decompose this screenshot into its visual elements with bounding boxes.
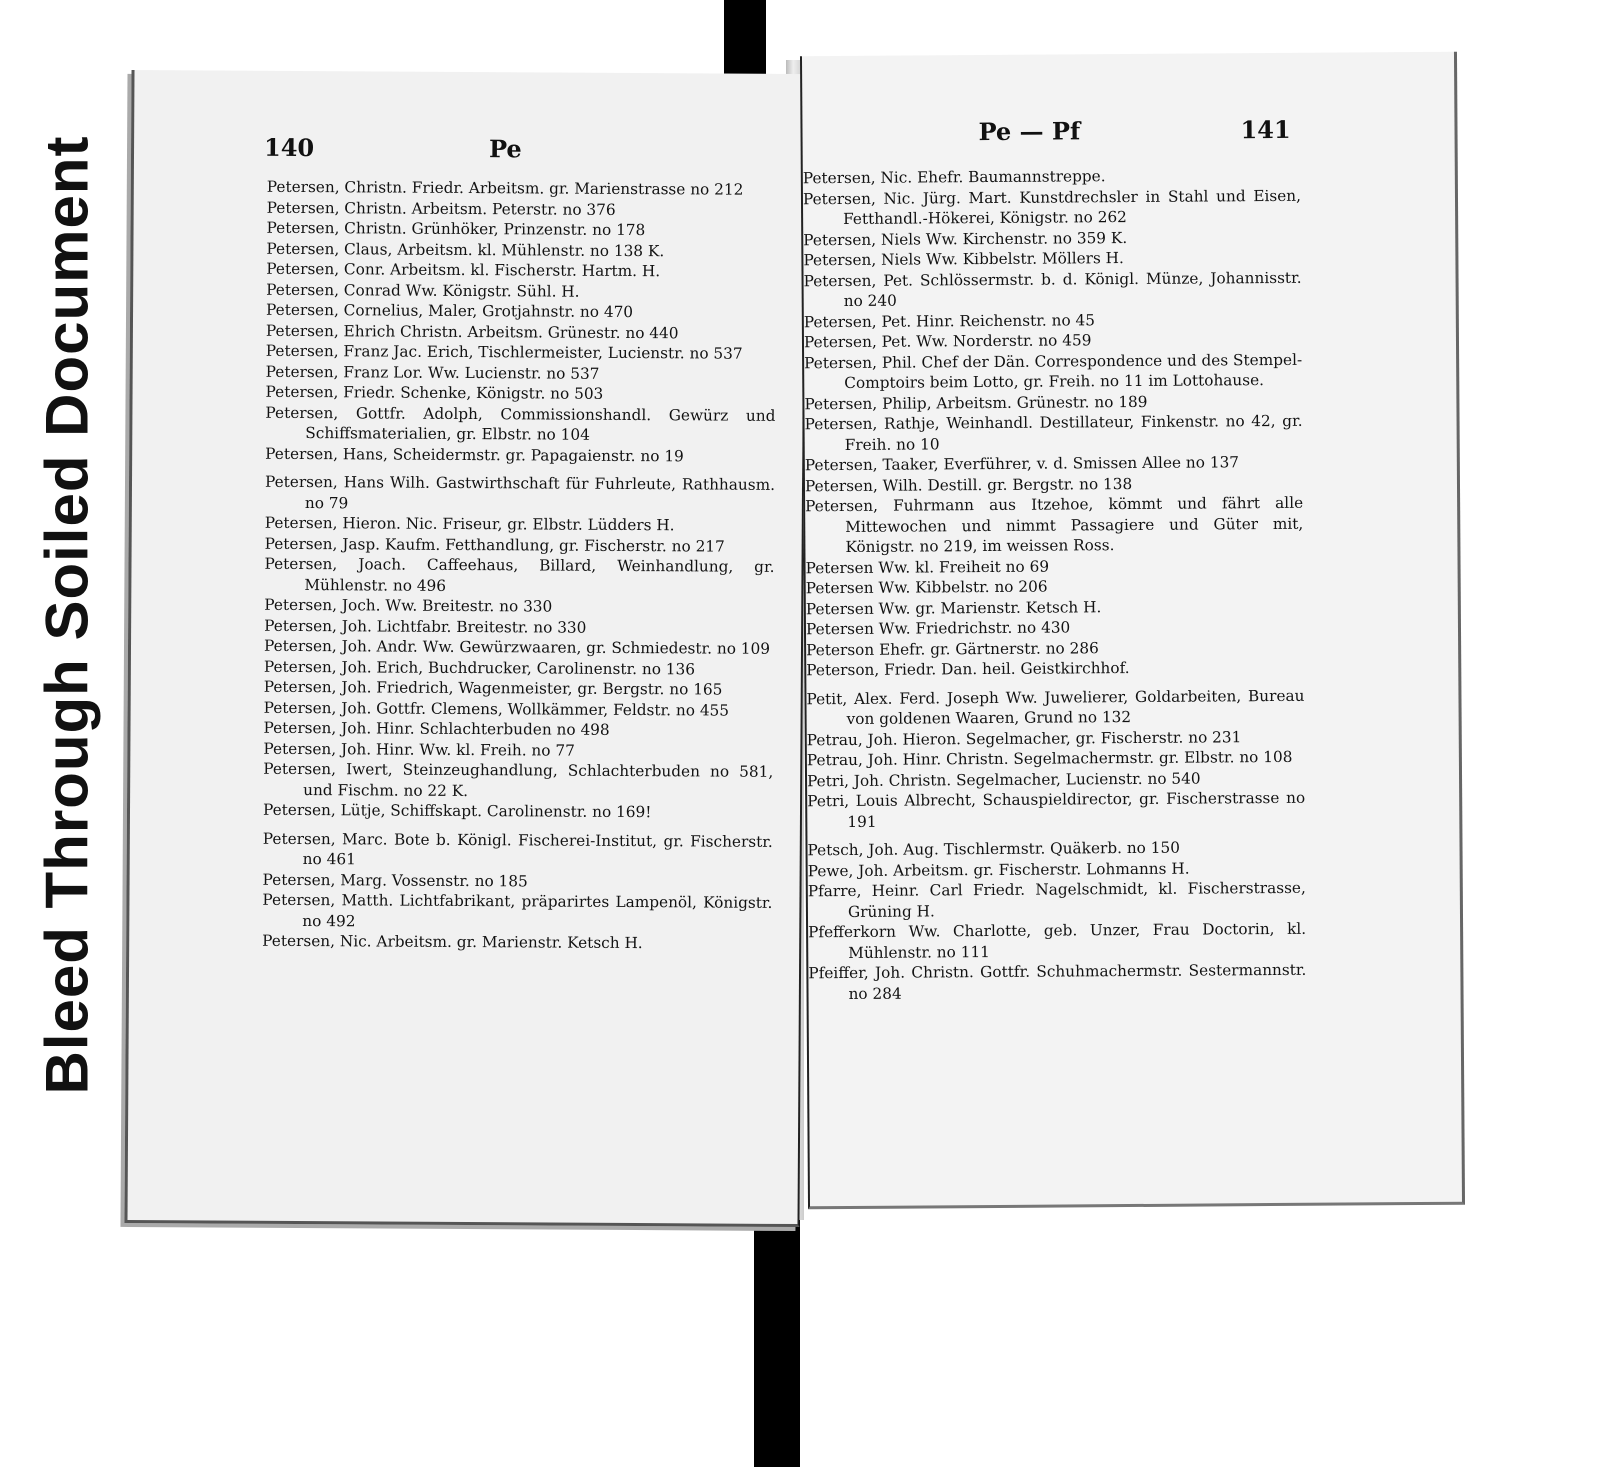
directory-entry: Petersen, Franz Jac. Erich, Tischlermeister, Lucienstr. no 537	[265, 341, 743, 363]
directory-entry: Petersen, Taaker, Everführer, v. d. Smissen Allee no 137	[804, 453, 1240, 475]
directory-entry: Petersen Ww. Friedrichstr. no 430	[805, 618, 1071, 639]
directory-entry: Petersen, Conrad Ww. Königstr. Sühl. H.	[266, 280, 580, 301]
directory-entry: Pfefferkorn Ww. Charlotte, geb. Unzer, Frau Doctorin, kl. Mühlenstr. no 111	[808, 919, 1307, 962]
directory-entry: Petersen, Phil. Chef der Dän. Correspondence und des Stempel-Comptoirs beim Lotto, gr. Freih. no 11 im Lottohause.	[804, 350, 1303, 393]
directory-entry: Petersen, Joh. Hinr. Schlachterbuden no 498	[263, 718, 610, 739]
directory-entry: Petri, Louis Albrecht, Schauspieldirector, gr. Fischerstrasse no 191	[807, 788, 1306, 831]
directory-entry: Petersen, Nic. Arbeitsm. gr. Marienstr. Ketsch H.	[262, 931, 643, 953]
book-clip-bottom	[754, 1210, 800, 1467]
directory-entry: Petit, Alex. Ferd. Joseph Ww. Juwelierer, Goldarbeiten, Bureau von goldenen Waaren, Grund no 132	[806, 686, 1305, 728]
page-number: 140	[263, 132, 315, 163]
directory-entry: Petersen, Rathje, Weinhandl. Destillateur, Finkenstr. no 42, gr. Freih. no 10	[804, 411, 1303, 454]
directory-entry: Petersen, Nic. Jürg. Mart. Kunstdrechsler in Stahl und Eisen, Fetthandl.-Hökerei, Königstr. no 262	[802, 186, 1302, 229]
directory-entry: Petersen, Christn. Friedr. Arbeitsm. gr. Marienstrasse no 212	[266, 177, 744, 199]
directory-entries	[803, 165, 1307, 1004]
directory-entry: Petersen, Hans, Scheidermstr. gr. Papagaienstr. no 19	[265, 444, 684, 465]
directory-entry: Petersen, Pet. Ww. Norderstr. no 459	[803, 331, 1092, 352]
directory-entry: Petersen, Joach. Caffeehaus, Billard, Weinhandlung, gr. Mühlenstr. no 496	[264, 554, 775, 595]
directory-entry: Peterson Ehefr. gr. Gärtnerstr. no 286	[806, 638, 1099, 659]
directory-entry: Pfarre, Heinr. Carl Friedr. Nagelschmidt, kl. Fischerstrasse, Grüning H.	[807, 878, 1306, 921]
directory-entry: Petersen, Nic. Ehefr. Baumannstreppe.	[802, 167, 1106, 188]
directory-entry: Petersen, Ehrich Christn. Arbeitsm. Grünestr. no 440	[265, 321, 679, 342]
document-condition-label: Bleed Through Soiled Document	[12, 100, 122, 1130]
page-number: 141	[1240, 114, 1291, 145]
directory-entry: Petrau, Joh. Hieron. Segelmacher, gr. Fischerstr. no 231	[806, 727, 1242, 749]
directory-entry: Petersen, Niels Ww. Kirchenstr. no 359 K.	[803, 228, 1128, 249]
directory-entry: Petersen, Jasp. Kaufm. Fetthandlung, gr. Fischerstr. no 217	[264, 534, 725, 556]
right-page	[800, 52, 1465, 1210]
directory-entry: Petersen, Iwert, Steinzeughandlung, Schlachterbuden no 581, und Fischm. no 22 K.	[263, 759, 774, 800]
directory-entry: Petersen, Joh. Gottfr. Clemens, Wollkämmer, Feldstr. no 455	[263, 698, 730, 720]
directory-entry: Peterson, Friedr. Dan. heil. Geistkirchhof.	[806, 659, 1130, 680]
directory-entry: Petersen, Pet. Schlössermstr. b. d. Königl. Münze, Johannisstr. no 240	[803, 268, 1302, 311]
directory-entry: Petersen, Niels Ww. Kibbelstr. Möllers H.	[803, 249, 1124, 270]
directory-entry: Petersen, Joch. Ww. Breitestr. no 330	[264, 595, 553, 616]
directory-entry: Petersen, Hieron. Nic. Friseur, gr. Elbstr. Lüdders H.	[264, 513, 675, 535]
directory-entry: Petersen, Joh. Lichtfabr. Breitestr. no 330	[264, 616, 587, 637]
directory-entry: Petersen, Joh. Friedrich, Wagenmeister, gr. Bergstr. no 165	[263, 677, 723, 699]
directory-entry: Petri, Joh. Christn. Segelmacher, Lucienstr. no 540	[806, 769, 1201, 790]
directory-entries	[262, 177, 777, 955]
directory-entry: Petersen Ww. gr. Marienstr. Ketsch H.	[805, 597, 1102, 618]
directory-entry: Petersen, Wilh. Destill. gr. Bergstr. no 138	[804, 474, 1133, 495]
directory-entry: Petersen, Joh. Andr. Ww. Gewürzwaaren, gr. Schmiedestr. no 109	[263, 636, 771, 658]
directory-entry: Petersen, Matth. Lichtfabrikant, präparirtes Lampenöl, Königstr. no 492	[262, 890, 773, 930]
directory-entry: Petsch, Joh. Aug. Tischlermstr. Quäkerb. no 150	[807, 838, 1180, 860]
directory-entry: Petersen, Claus, Arbeitsm. kl. Mühlenstr. no 138 K.	[266, 239, 665, 260]
page-header: Pe	[488, 134, 522, 164]
directory-entry: Petersen, Pet. Hinr. Reichenstr. no 45	[803, 310, 1096, 331]
page-header: Pe — Pf	[978, 116, 1081, 147]
book-clip-top	[724, 0, 766, 74]
directory-entry: Petrau, Joh. Hinr. Christn. Segelmachermstr. gr. Elbstr. no 108	[806, 747, 1293, 770]
directory-entry: Petersen, Joh. Erich, Buchdrucker, Carolinenstr. no 136	[263, 657, 696, 678]
directory-entry: Pfeiffer, Joh. Christn. Gottfr. Schuhmachermstr. Sestermannstr. no 284	[808, 960, 1307, 1003]
directory-entry: Petersen, Cornelius, Maler, Grotjahnstr. no 470	[266, 300, 634, 322]
directory-entry: Petersen, Joh. Hinr. Ww. kl. Freih. no 77	[263, 739, 575, 760]
directory-entry: Petersen, Philip, Arbeitsm. Grünestr. no 189	[804, 392, 1148, 413]
directory-entry: Petersen, Conr. Arbeitsm. kl. Fischerstr. Hartm. H.	[266, 259, 661, 281]
directory-entry: Petersen, Christn. Arbeitsm. Peterstr. no 376	[266, 198, 616, 219]
directory-entry: Pewe, Joh. Arbeitsm. gr. Fischerstr. Lohmanns H.	[807, 859, 1190, 880]
directory-entry: Petersen Ww. kl. Freiheit no 69	[805, 557, 1050, 577]
directory-entry: Petersen Ww. Kibbelstr. no 206	[805, 577, 1048, 598]
directory-entry: Petersen, Marg. Vossenstr. no 185	[262, 870, 528, 890]
directory-entry: Petersen, Christn. Grünhöker, Prinzenstr. no 178	[266, 218, 646, 240]
directory-entry: Petersen, Lütje, Schiffskapt. Carolinenstr. no 169!	[262, 800, 652, 822]
directory-entry: Petersen, Franz Lor. Ww. Lucienstr. no 537	[265, 362, 600, 383]
directory-entry: Petersen, Fuhrmann aus Itzehoe, kömmt und fährt alle Mittewochen und nimmt Passagiere und Güter mit, Königstr. no 219, im weissen Ross.	[805, 493, 1304, 557]
directory-entry: Petersen, Gottfr. Adolph, Commissionshandl. Gewürz und Schiffsmaterialien, gr. Elbstr. no 104	[265, 403, 776, 444]
directory-entry: Petersen, Friedr. Schenke, Königstr. no 503	[265, 382, 604, 403]
directory-entry: Petersen, Hans Wilh. Gastwirthschaft für Fuhrleute, Rathhausm. no 79	[264, 472, 776, 512]
left-page	[124, 70, 806, 1227]
directory-entry: Petersen, Marc. Bote b. Königl. Fischerei-Institut, gr. Fischerstr. no 461	[262, 829, 773, 869]
